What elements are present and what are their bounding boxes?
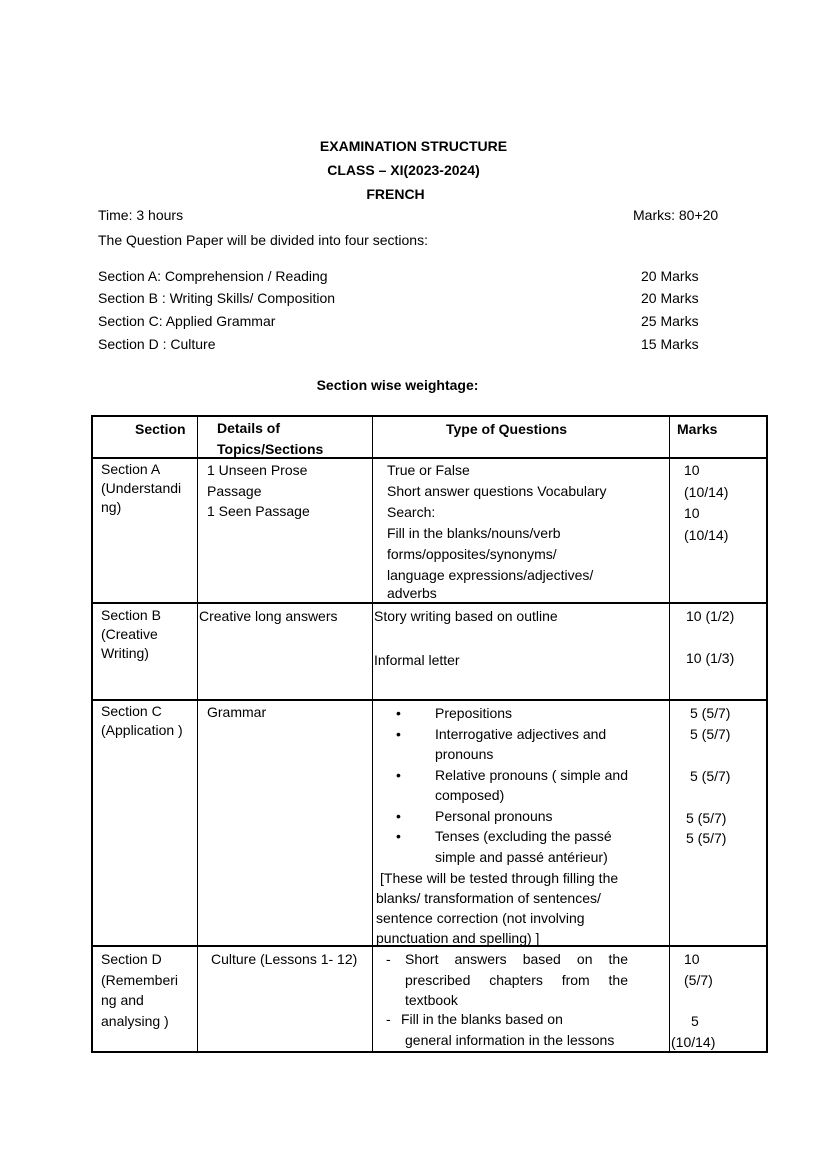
col-divider <box>669 417 670 1051</box>
row-a-marks <box>684 460 728 546</box>
row-a-details-line: 1 Unseen Prose <box>207 462 308 478</box>
row-c-note-line: sentence correction (not involving <box>376 910 585 926</box>
row-c-type <box>374 703 668 948</box>
row-a-section <box>101 460 181 517</box>
total-marks: Marks: 80+20 <box>633 207 719 223</box>
row-a-type-line: Fill in the blanks/nouns/verb <box>387 525 561 541</box>
row-a-type <box>387 460 606 600</box>
grammar-bullet-text: composed) <box>435 787 505 803</box>
row-b-type-letter: Informal letter <box>374 652 460 668</box>
row-d-section-line: Section D <box>101 951 162 967</box>
row-c-section <box>101 702 183 740</box>
bullet-icon: • <box>396 807 401 824</box>
row-d-dash-2: - <box>386 1011 391 1027</box>
row-d-item-2 <box>401 1009 614 1050</box>
col-divider <box>197 417 198 1051</box>
row-c-note <box>374 868 668 948</box>
grammar-bullet-text: pronouns <box>435 746 494 762</box>
row-c-marks-2: 5 (5/7) <box>690 726 731 742</box>
row-c-note-line: [These will be tested through filling the <box>380 870 619 886</box>
row-d-section-line: (Rememberi <box>101 971 179 988</box>
row-b-section <box>101 606 161 663</box>
justified-word: chapters <box>489 971 543 988</box>
row-d-section-line: analysing ) <box>101 1012 169 1029</box>
row-c-marks-4: 5 (5/7) <box>686 810 727 826</box>
justified-word: Short <box>405 951 439 967</box>
summary-marks-d: 15 Marks <box>641 336 699 352</box>
row-a-marks-line: (10/14) <box>684 526 729 543</box>
justified-word: the <box>608 971 628 988</box>
row-a-section-line: ng) <box>101 499 122 515</box>
row-d-item-2-line: Fill in the blanks based on <box>401 1011 563 1027</box>
row-a-marks-line: 10 <box>684 505 700 521</box>
grammar-bullet-text: Personal pronouns <box>435 807 553 824</box>
intro-text: The Question Paper will be divided into four sections: <box>98 232 428 248</box>
row-d-item-1 <box>405 949 628 1011</box>
row-a-details <box>207 460 310 522</box>
row-a-marks-line: (10/14) <box>684 483 729 500</box>
row-b-type-story: Story writing based on outline <box>374 608 558 624</box>
header-marks: Marks <box>677 421 718 437</box>
grammar-bullet-list <box>374 703 668 867</box>
grammar-bullet-text: Prepositions <box>435 705 513 721</box>
grammar-bullet-item <box>374 765 668 806</box>
row-a-type-line: language expressions/adjectives/ <box>387 567 594 583</box>
row-d-item-1-line <box>405 970 628 991</box>
header-details-line: Details of <box>217 420 281 436</box>
grammar-bullet-text: simple and passé antérieur) <box>435 848 608 865</box>
row-divider <box>93 602 766 604</box>
header-details <box>217 418 323 459</box>
grammar-bullet-item <box>374 826 668 867</box>
row-a-type-line: forms/opposites/synonyms/ <box>387 546 557 562</box>
grammar-bullet-text: Tenses (excluding the passé <box>435 828 612 844</box>
row-d-details: Culture (Lessons 1- 12) <box>211 951 358 967</box>
bullet-icon: • <box>396 828 401 844</box>
exam-title: EXAMINATION STRUCTURE <box>319 138 508 154</box>
row-d-marks-1 <box>684 949 713 990</box>
row-a-marks-line: 10 <box>684 462 700 478</box>
exam-time: Time: 3 hours <box>98 207 184 223</box>
row-a-type-line: Search: <box>387 504 436 520</box>
row-d-section-line: ng and <box>101 992 144 1008</box>
weightage-table <box>91 415 768 1053</box>
row-a-details-line: Passage <box>207 482 262 499</box>
header-section: Section <box>135 421 186 437</box>
summary-label-b: Section B : Writing Skills/ Composition <box>98 290 336 306</box>
summary-label-c: Section C: Applied Grammar <box>98 313 276 329</box>
row-a-type-line: Short answer questions Vocabulary <box>387 483 607 499</box>
summary-marks-a: 20 Marks <box>641 268 699 284</box>
row-d-item-2-line: general information in the lessons <box>405 1031 615 1048</box>
bullet-icon: • <box>396 766 401 783</box>
row-c-note-line: punctuation and spelling) ] <box>376 930 540 946</box>
subject-title: FRENCH <box>366 186 425 202</box>
header-type: Type of Questions <box>446 421 568 437</box>
class-line: CLASS – XI(2023-2024) <box>327 162 480 178</box>
row-b-section-line: (Creative <box>101 626 158 642</box>
row-c-note-line: blanks/ transformation of sentences/ <box>376 890 601 906</box>
grammar-bullet-item <box>374 703 668 724</box>
row-d-item-1-line: textbook <box>405 992 458 1008</box>
row-c-details: Grammar <box>207 704 267 720</box>
row-c-marks-5: 5 (5/7) <box>686 830 727 846</box>
summary-label-d: Section D : Culture <box>98 336 216 352</box>
weightage-heading: Section wise weightage: <box>316 377 479 393</box>
justified-word: on <box>576 951 593 967</box>
row-c-section-line: (Application ) <box>101 722 183 738</box>
col-divider <box>372 417 373 1051</box>
row-d-marks-line: 5 <box>691 1013 699 1029</box>
row-a-type-line: adverbs <box>387 585 437 601</box>
row-divider <box>93 699 766 701</box>
row-a-section-line: Section A <box>101 461 161 477</box>
row-b-section-line: Section B <box>101 607 161 623</box>
row-c-marks-1: 5 (5/7) <box>690 705 731 721</box>
bullet-icon: • <box>396 725 401 742</box>
grammar-bullet-item <box>374 806 668 827</box>
row-d-marks-line: (10/14) <box>671 1033 716 1050</box>
row-d-item-1-line <box>405 949 628 970</box>
summary-marks-b: 20 Marks <box>641 290 699 306</box>
grammar-bullet-item <box>374 724 668 765</box>
row-b-section-line: Writing) <box>101 645 149 661</box>
row-divider <box>93 457 766 459</box>
row-c-marks-3: 5 (5/7) <box>690 768 731 784</box>
row-d-section <box>101 949 178 1031</box>
row-d-marks-line: (5/7) <box>684 971 713 988</box>
row-b-details: Creative long answers <box>199 608 338 624</box>
justified-word: the <box>608 951 628 967</box>
justified-word: from <box>561 971 590 988</box>
row-b-marks-story: 10 (1/2) <box>686 608 735 624</box>
summary-marks-c: 25 Marks <box>641 313 699 329</box>
summary-label-a: Section A: Comprehension / Reading <box>98 268 328 284</box>
grammar-bullet-text: Relative pronouns ( simple and <box>435 766 628 783</box>
row-a-type-line: True or False <box>387 462 470 478</box>
row-c-section-line: Section C <box>101 703 162 719</box>
justified-word: answers <box>454 951 507 967</box>
row-d-marks-line: 10 <box>684 951 700 967</box>
row-d-dash-1: - <box>386 951 391 967</box>
row-a-section-line: (Understandi <box>101 480 182 496</box>
row-b-marks-letter: 10 (1/3) <box>686 650 735 666</box>
grammar-bullet-text: Interrogative adjectives and <box>435 725 607 742</box>
header-details-line: Topics/Sections <box>217 440 324 457</box>
justified-word: based <box>522 951 561 967</box>
row-d-marks-2 <box>671 1011 715 1052</box>
justified-word: prescribed <box>405 971 471 988</box>
row-a-details-line: 1 Seen Passage <box>207 503 310 519</box>
bullet-icon: • <box>396 705 401 721</box>
